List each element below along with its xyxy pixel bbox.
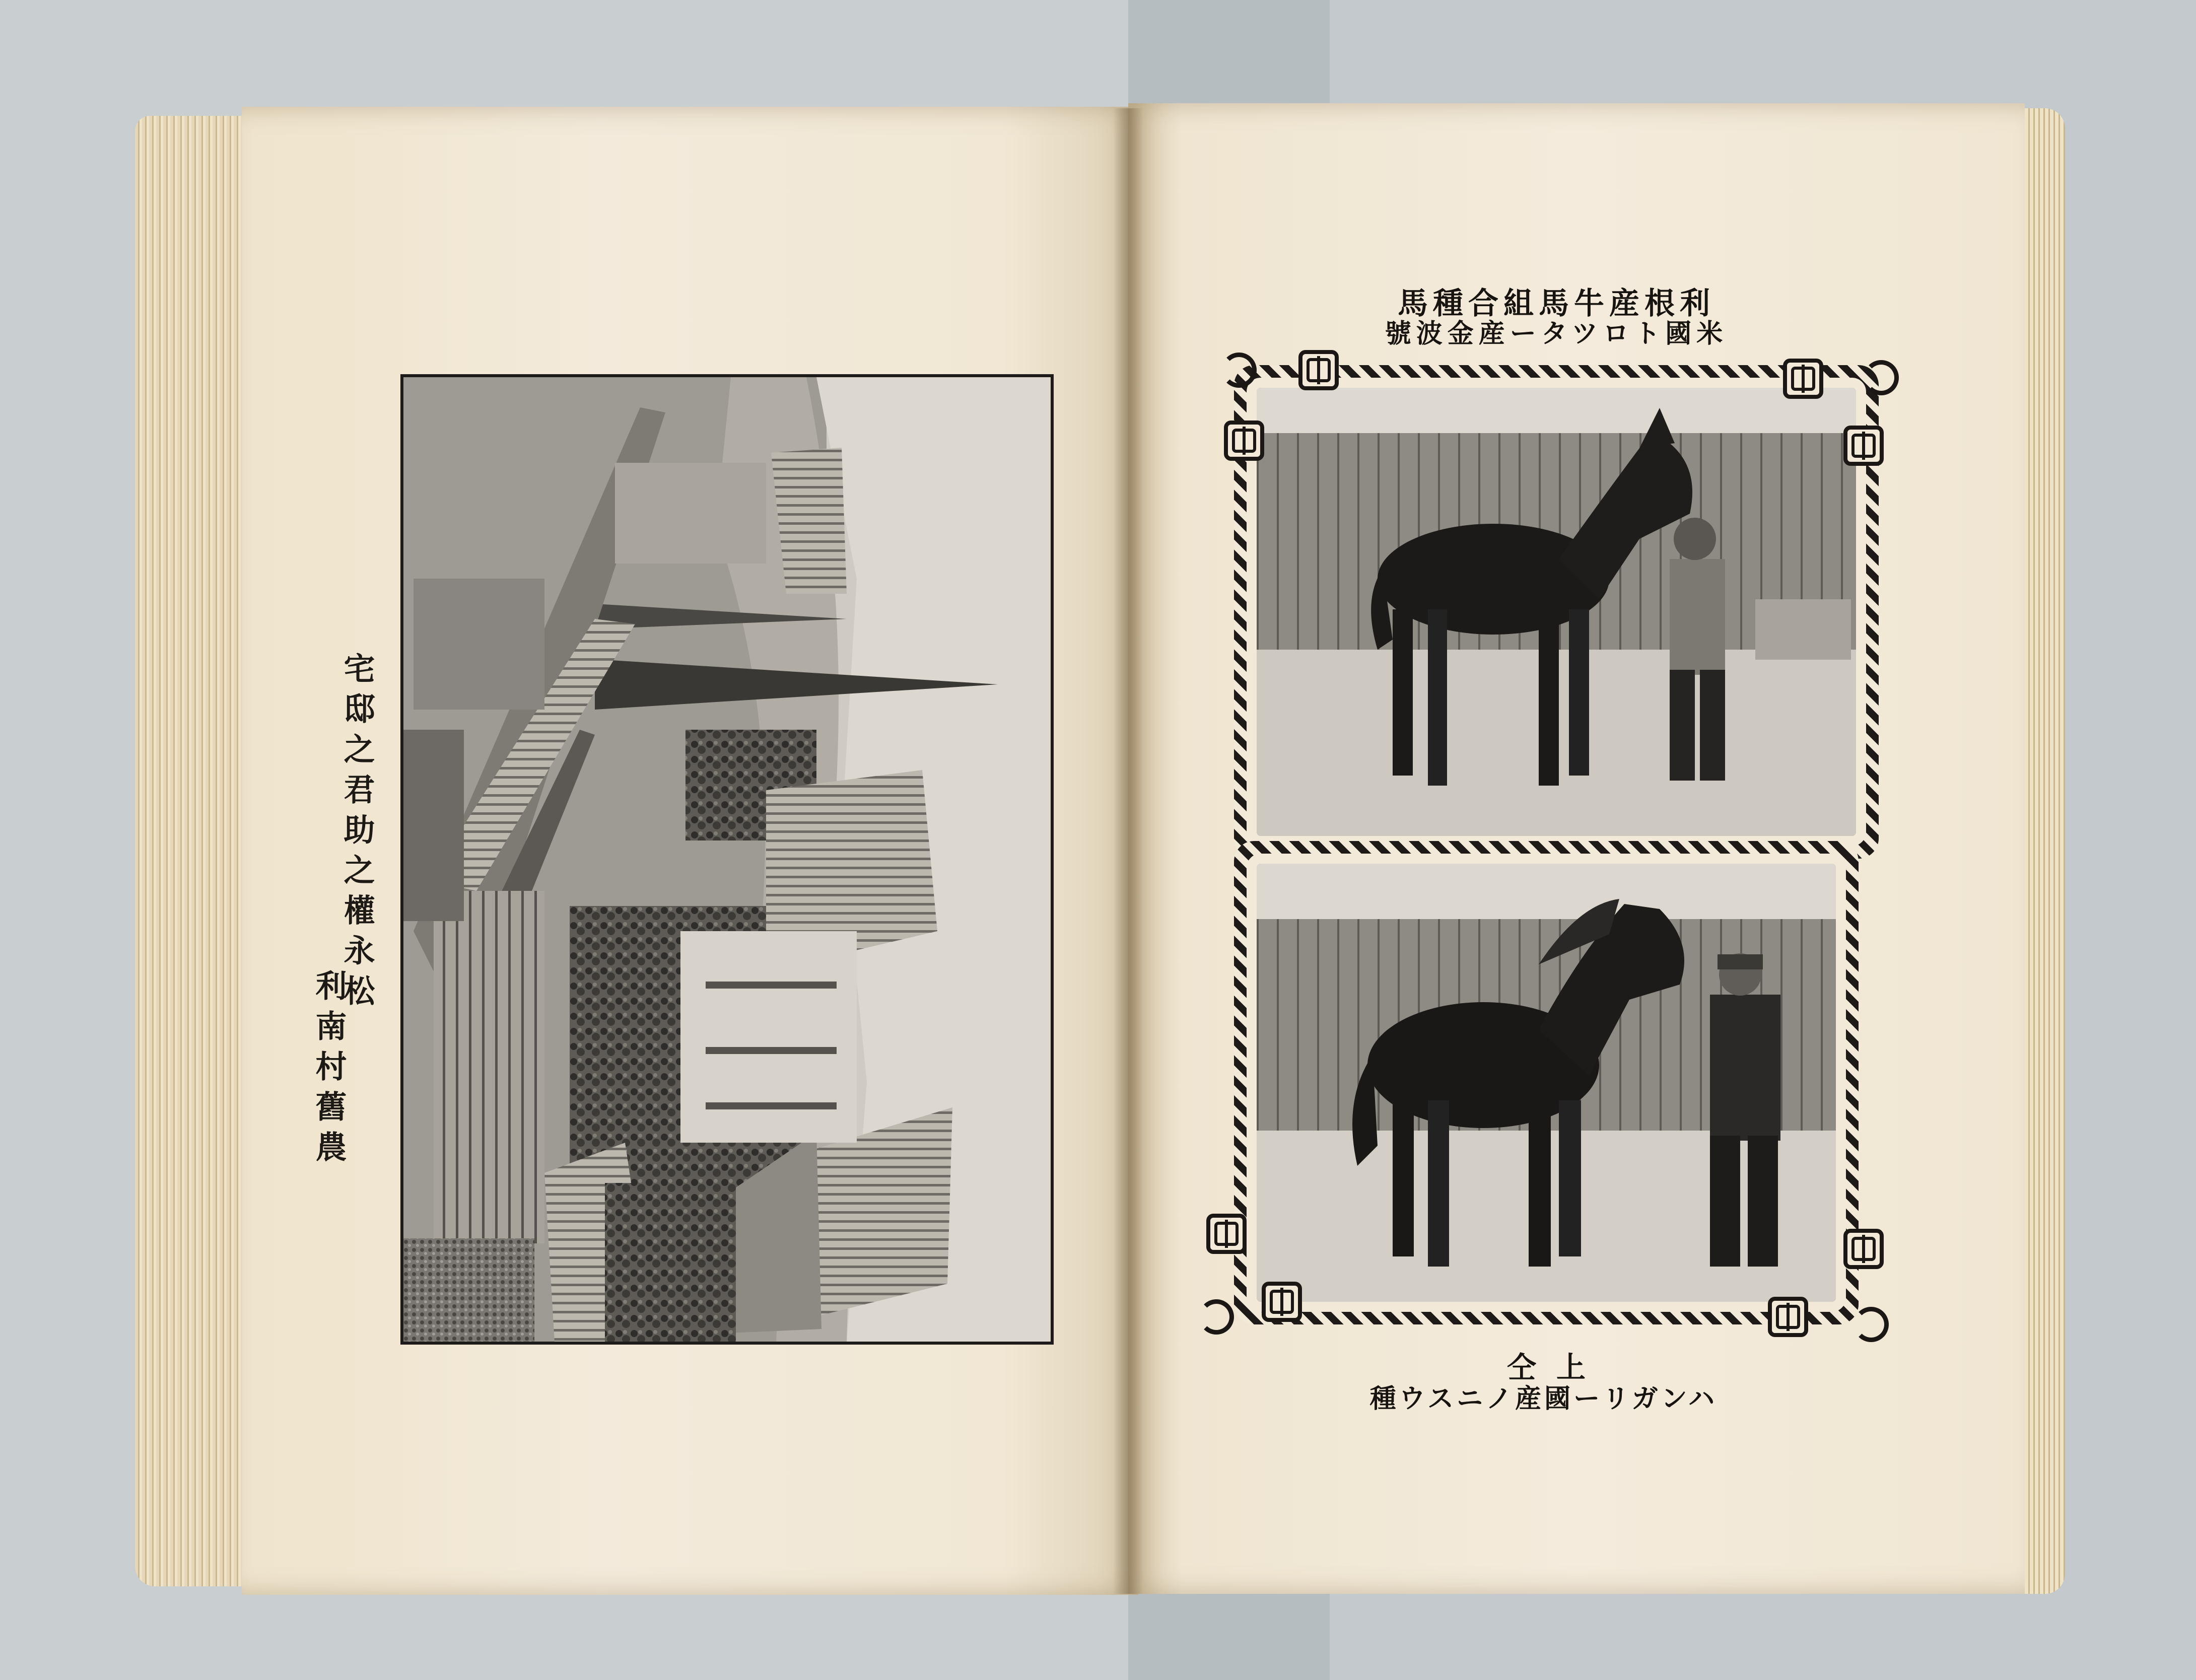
estate-photograph [400,374,1054,1345]
caption-breed: ハンガリー國産ノニスウ種 [1369,1383,1718,1414]
frame-curl [1864,360,1899,395]
frame-ornament [1783,359,1823,399]
frame-ornament [1768,1297,1808,1337]
horse-photo-bottom [1247,854,1846,1312]
page-stack-right [2020,108,2065,1594]
frame-ornament [1206,1214,1247,1254]
frame-ornament [1298,350,1339,390]
frame-ornament [1843,426,1884,466]
frame-curl [1221,353,1257,388]
book-gutter [1113,108,1143,1594]
caption-line-2: 利南村舊農 [310,969,347,1171]
frame-ornament [1262,1282,1302,1322]
page-title-line-1: 利根産牛馬組合種馬 [1398,286,1715,321]
photo-caption-left-2 [308,652,349,1171]
frame-curl [1199,1299,1234,1335]
frame-ornament [1224,421,1264,461]
frame-ornament [1843,1229,1884,1269]
caption-same-as-above: 仝上 [1506,1350,1606,1384]
frame-curl [1854,1307,1889,1342]
horse-photo-top [1247,378,1866,846]
page-title-line-2: 米國トロツター産金波號 [1385,318,1728,349]
caption-line-1: 宅邸之君助之權永松 [338,652,375,1015]
